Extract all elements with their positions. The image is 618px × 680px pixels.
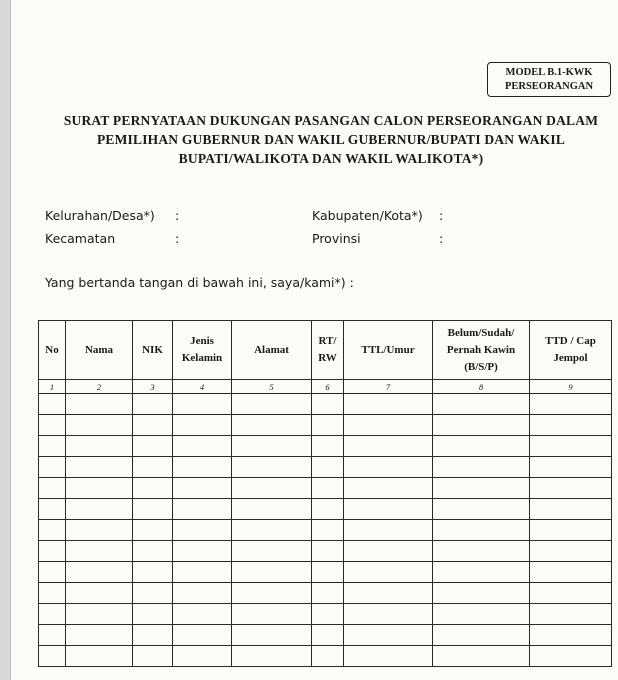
document-title <box>41 111 618 168</box>
table-cell <box>433 394 530 415</box>
table-cell <box>39 457 66 478</box>
field-kabupaten-label: Kabupaten/Kota*) <box>312 208 423 223</box>
table-cell <box>232 415 312 436</box>
table-row <box>39 583 612 604</box>
table-row <box>39 604 612 625</box>
table-cell <box>530 562 612 583</box>
table-cell <box>66 541 133 562</box>
table-cell <box>433 625 530 646</box>
field-kecamatan-label: Kecamatan <box>45 231 116 246</box>
table-cell <box>312 562 344 583</box>
table-header-row <box>39 321 612 380</box>
table-cell <box>232 394 312 415</box>
table-cell <box>433 604 530 625</box>
table-cell <box>66 604 133 625</box>
field-kabupaten <box>312 208 512 223</box>
table-cell <box>66 415 133 436</box>
table-cell <box>133 520 173 541</box>
header-rt-rw: RT/ RW <box>312 321 344 380</box>
field-kelurahan <box>45 208 245 223</box>
table-cell <box>232 604 312 625</box>
table-cell <box>133 436 173 457</box>
header-nik: NIK <box>133 321 173 380</box>
field-kelurahan-label: Kelurahan/Desa*) <box>45 208 155 223</box>
table-cell <box>530 541 612 562</box>
column-number: 9 <box>530 380 612 394</box>
table-cell <box>66 457 133 478</box>
column-number: 1 <box>39 380 66 394</box>
table-cell <box>133 499 173 520</box>
table-row <box>39 646 612 667</box>
table-cell <box>433 520 530 541</box>
table-cell <box>530 457 612 478</box>
table-cell <box>433 436 530 457</box>
table-cell <box>173 394 232 415</box>
table-cell <box>39 478 66 499</box>
model-code-line2: PERSEORANGAN <box>504 81 594 92</box>
table-cell <box>39 436 66 457</box>
table-cell <box>66 478 133 499</box>
table-cell <box>433 562 530 583</box>
table-cell <box>39 415 66 436</box>
table-cell <box>173 478 232 499</box>
table-cell <box>133 457 173 478</box>
table-row <box>39 499 612 520</box>
table-cell <box>312 394 344 415</box>
table-cell <box>530 478 612 499</box>
table-cell <box>133 625 173 646</box>
column-number: 4 <box>173 380 232 394</box>
table-cell <box>433 541 530 562</box>
table-cell <box>312 436 344 457</box>
field-provinsi-label: Provinsi <box>312 231 361 246</box>
table-cell <box>66 625 133 646</box>
table-cell <box>530 436 612 457</box>
column-number: 8 <box>433 380 530 394</box>
table-row <box>39 520 612 541</box>
table-cell <box>39 541 66 562</box>
table-cell <box>173 457 232 478</box>
table-cell <box>232 499 312 520</box>
field-kelurahan-colon: : <box>175 208 180 223</box>
header-no: No <box>39 321 66 380</box>
header-ttd-cap-jempol: TTD / Cap Jempol <box>530 321 612 380</box>
table-cell <box>530 520 612 541</box>
table-cell <box>344 457 433 478</box>
table-cell <box>39 394 66 415</box>
table-cell <box>433 457 530 478</box>
table-cell <box>232 562 312 583</box>
table-cell <box>66 562 133 583</box>
column-number: 2 <box>66 380 133 394</box>
table-row <box>39 457 612 478</box>
table-cell <box>39 583 66 604</box>
table-cell <box>312 541 344 562</box>
table-cell <box>344 499 433 520</box>
table-cell <box>344 520 433 541</box>
table-cell <box>312 604 344 625</box>
table-cell <box>530 499 612 520</box>
field-kabupaten-colon: : <box>439 208 444 223</box>
table-cell <box>344 415 433 436</box>
table-cell <box>312 457 344 478</box>
table-cell <box>133 415 173 436</box>
table-row <box>39 625 612 646</box>
table-cell <box>232 625 312 646</box>
table-cell <box>344 436 433 457</box>
table-cell <box>66 499 133 520</box>
table-cell <box>232 478 312 499</box>
table-row <box>39 478 612 499</box>
table-cell <box>133 562 173 583</box>
table-cell <box>66 646 133 667</box>
column-number: 6 <box>312 380 344 394</box>
table-cell <box>433 478 530 499</box>
table-cell <box>173 436 232 457</box>
title-line2: PEMILIHAN GUBERNUR DAN WAKIL GUBERNUR/BUPATI DAN WAKIL <box>96 132 566 147</box>
table-row <box>39 562 612 583</box>
header-nama: Nama <box>66 321 133 380</box>
table-cell <box>433 415 530 436</box>
column-number: 3 <box>133 380 173 394</box>
table-cell <box>344 583 433 604</box>
field-provinsi <box>312 231 512 246</box>
table-cell <box>173 646 232 667</box>
table-cell <box>530 394 612 415</box>
model-code-line1: MODEL B.1-KWK <box>505 67 593 78</box>
column-number: 5 <box>232 380 312 394</box>
field-provinsi-colon: : <box>439 231 444 246</box>
table-cell <box>232 646 312 667</box>
table-cell <box>39 646 66 667</box>
table-cell <box>39 604 66 625</box>
table-cell <box>173 604 232 625</box>
table-cell <box>39 562 66 583</box>
table-cell <box>66 520 133 541</box>
table-row <box>39 415 612 436</box>
table-cell <box>173 541 232 562</box>
table-cell <box>312 646 344 667</box>
header-ttl-umur: TTL/Umur <box>344 321 433 380</box>
table-cell <box>232 541 312 562</box>
table-cell <box>232 436 312 457</box>
table-cell <box>312 478 344 499</box>
table-cell <box>344 541 433 562</box>
table-cell <box>312 520 344 541</box>
table-cell <box>312 583 344 604</box>
table-cell <box>530 583 612 604</box>
table-cell <box>66 394 133 415</box>
table-cell <box>173 520 232 541</box>
table-cell <box>173 499 232 520</box>
header-status-kawin: Belum/Sudah/ Pernah Kawin (B/S/P) <box>433 321 530 380</box>
table-row <box>39 394 612 415</box>
table-cell <box>66 436 133 457</box>
table-cell <box>344 604 433 625</box>
table-cell <box>530 604 612 625</box>
table-cell <box>232 583 312 604</box>
table-cell <box>133 541 173 562</box>
table-row <box>39 541 612 562</box>
table-cell <box>344 625 433 646</box>
table-cell <box>433 499 530 520</box>
table-cell <box>133 646 173 667</box>
table-cell <box>173 562 232 583</box>
title-line3: BUPATI/WALIKOTA DAN WAKIL WALIKOTA*) <box>178 151 484 166</box>
table-cell <box>344 562 433 583</box>
table-row <box>39 436 612 457</box>
table-cell <box>312 499 344 520</box>
table-cell <box>312 415 344 436</box>
model-code-box <box>487 62 611 97</box>
header-jenis-kelamin: Jenis Kelamin <box>173 321 232 380</box>
title-line1: SURAT PERNYATAAN DUKUNGAN PASANGAN CALON PERSEORANGAN DALAM <box>63 113 599 128</box>
table-cell <box>232 457 312 478</box>
table-cell <box>530 625 612 646</box>
column-number: 7 <box>344 380 433 394</box>
table-cell <box>133 478 173 499</box>
table-cell <box>173 625 232 646</box>
table-cell <box>232 520 312 541</box>
table-cell <box>39 499 66 520</box>
field-kecamatan <box>45 231 245 246</box>
column-number-row <box>39 380 612 394</box>
table-cell <box>344 394 433 415</box>
table-cell <box>344 478 433 499</box>
table-cell <box>39 520 66 541</box>
table-cell <box>133 604 173 625</box>
table-cell <box>344 646 433 667</box>
header-alamat: Alamat <box>232 321 312 380</box>
table-cell <box>530 415 612 436</box>
table-cell <box>433 583 530 604</box>
table-cell <box>133 394 173 415</box>
form-page <box>10 0 618 680</box>
table-cell <box>433 646 530 667</box>
table-cell <box>66 583 133 604</box>
table-cell <box>133 583 173 604</box>
table-cell <box>39 625 66 646</box>
supporter-table <box>38 320 612 667</box>
table-cell <box>173 415 232 436</box>
table-cell <box>173 583 232 604</box>
table-cell <box>530 646 612 667</box>
intro-statement: Yang bertanda tangan di bawah ini, saya/kami*) : <box>45 275 354 290</box>
field-kecamatan-colon: : <box>175 231 180 246</box>
table-cell <box>312 625 344 646</box>
